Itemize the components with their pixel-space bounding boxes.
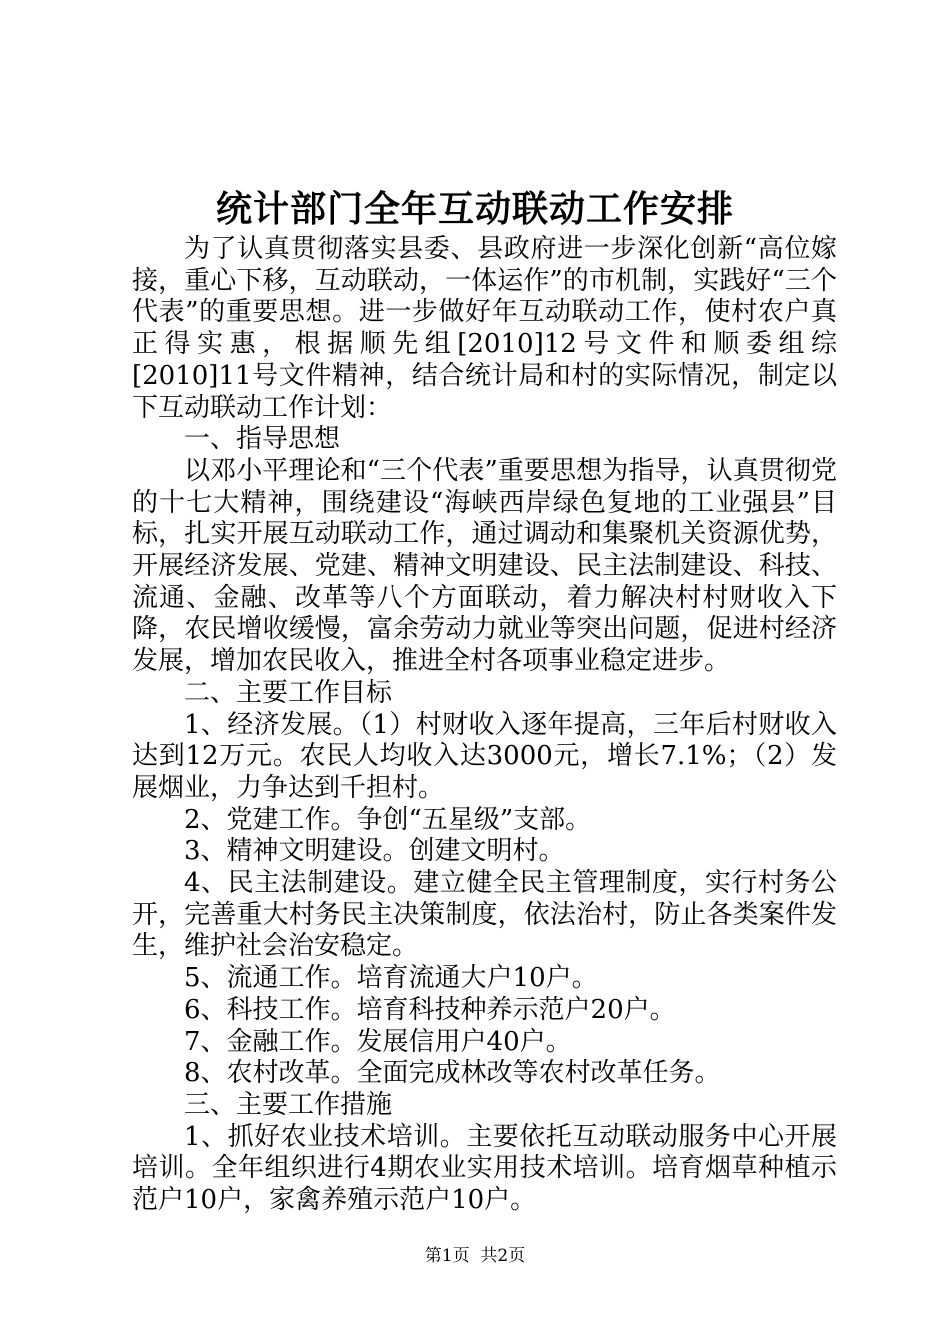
page-footer bbox=[0, 1245, 950, 1267]
document-title: 统计部门全年互动联动工作安排 bbox=[215, 188, 734, 230]
page-total: 共2页 bbox=[480, 1246, 526, 1266]
page-number: 第1页 bbox=[424, 1246, 470, 1266]
guiding-ideology-paragraph: 以邓小平理论和“三个代表”重要思想为指导，认真贯彻党的十七大精神，围绕建设“海峡西岸绿色复地的工业强县”目标，扎实开展互动联动工作，通过调动和集聚机关资源优势，开展经济发展、党建、精神文明建设、民主法制建设、科技、流通、金融、改革等八个方面联动，着力解决村村财收入下降，农民增收缓慢，富余劳动力就业等突出问题，促进村经济发展，增加农民收入，推进全村各项事业稳定进步。 bbox=[132, 455, 837, 677]
goal-item-technology: 6、科技工作。培育科技种养示范户20户。 bbox=[184, 994, 676, 1025]
section-heading-main-measures: 三、主要工作措施 bbox=[184, 1089, 393, 1120]
goal-item-finance: 7、金融工作。发展信用户40户。 bbox=[184, 1026, 572, 1057]
section-heading-guiding-ideology: 一、指导思想 bbox=[184, 424, 341, 455]
goal-item-party-building: 2、党建工作。争创“五星级”支部。 bbox=[184, 804, 592, 835]
goal-item-economy: 1、经济发展。（1）村财收入逐年提高，三年后村财收入达到12万元。农民人均收入达3000元，增长7.1%；（2）发展烟业，力争达到千担村。 bbox=[132, 709, 837, 803]
goal-item-civilization: 3、精神文明建设。创建文明村。 bbox=[184, 836, 565, 867]
document-body bbox=[132, 234, 837, 1217]
section-heading-main-goals: 二、主要工作目标 bbox=[184, 677, 393, 708]
measure-item-training: 1、抓好农业技术培训。主要依托互动联动服务中心开展培训。全年组织进行4期农业实用技术培训。培育烟草种植示范户10户，家禽养殖示范户10户。 bbox=[132, 1121, 837, 1216]
goal-item-circulation: 5、流通工作。培育流通大户10户。 bbox=[184, 963, 598, 994]
goal-item-rural-reform: 8、农村改革。全面完成林改等农村改革任务。 bbox=[184, 1058, 721, 1089]
intro-paragraph: 为了认真贯彻落实县委、县政府进一步深化创新“高位嫁接，重心下移，互动联动，一体运作”的市机制，实践好“三个代表”的重要思想。进一步做好年互动联动工作，使村农户真正得实惠，根据顺先组[2010]12号文件和顺委组综[2010]11号文件精神，结合统计局和村的实际情况，制定以下互动联动工作计划： bbox=[132, 234, 837, 423]
goal-item-legal-system: 4、民主法制建设。建立健全民主管理制度，实行村务公开，完善重大村务民主决策制度，依法治村，防止各类案件发生，维护社会治安稳定。 bbox=[132, 868, 837, 962]
